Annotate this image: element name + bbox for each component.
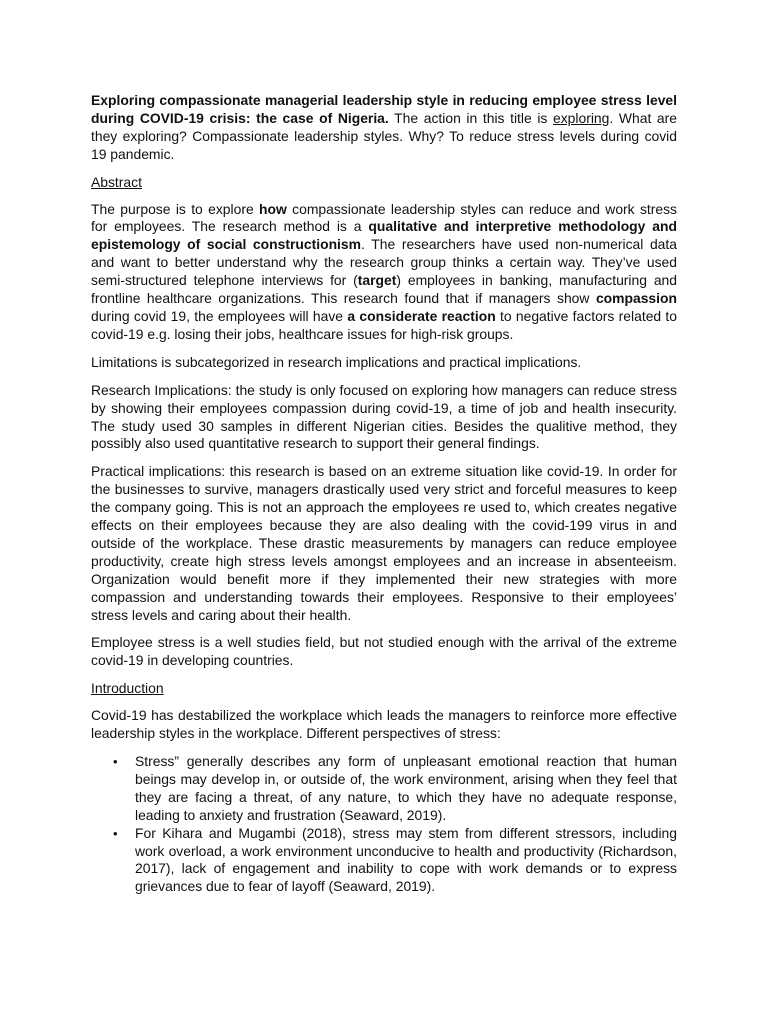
employee-stress-paragraph: Employee stress is a well studies field, but not studied enough with the arrival of the extreme covid-19 in developing countries.: [91, 634, 677, 669]
abstract-text: to negative factors related to covid-19 e.g. losing their jobs, healthcare issues for high-risk groups.: [91, 307, 678, 342]
title-note-text: The action in this title is: [388, 109, 554, 126]
abstract-bold: how: [259, 200, 287, 217]
stress-perspectives-list: [91, 753, 677, 896]
document-title: Exploring compassionate managerial leadership style in reducing employee stress level during COVID-19 crisis: the case of Nigeria.: [91, 92, 677, 126]
list-item-text: Stress” generally describes any form of unpleasant emotional reaction that human beings may develop in, or outside of, the work environment, arising when they feel that they are facing a threat, of any nature, to which they have no adequate response, leading to anxiety and frustration (Seaward, 2019).: [135, 753, 677, 823]
abstract-text: ) employees in banking, manufacturing and frontline healthcare organizations. This research found that if managers show: [91, 272, 677, 307]
abstract-bold: target: [357, 272, 397, 289]
abstract-paragraph: [91, 201, 677, 344]
abstract-bold: compassion: [595, 290, 677, 307]
title-note-underlined: exploring: [553, 109, 610, 126]
research-implications-paragraph: Research Implications: the study is only focused on exploring how managers can reduce stress by showing their employees compassion during covid-19, a time of job and health insecurity. The study used 30 samples in different Nigerian cities. Besides the qualitive method, they possibly also used quantitative research to support their general findings.: [91, 381, 677, 452]
introduction-heading: Introduction: [91, 680, 164, 697]
abstract-heading: Abstract: [91, 173, 142, 190]
title-paragraph: [91, 92, 677, 164]
document-body: [91, 92, 677, 896]
abstract-bold: qualitative and interpretive methodology and epistemology of social constructionism: [91, 218, 677, 253]
list-item: [91, 825, 677, 897]
limitations-paragraph: Limitations is subcategorized in research implications and practical implications.: [91, 353, 582, 370]
practical-implications-paragraph: Practical implications: this research is based on an extreme situation like covid-19. In order for the businesses to survive, managers drastically used very strict and forceful measures to keep the company going. This is not an approach the employees re used to, which creates negative effects on their employees because they are also dealing with the covid-199 virus in and outside of the workplace. These drastic measurements by managers can reduce employee productivity, create high stress levels amongst employees and an increase in absenteeism. Organization would benefit more if they implemented their new strategies with more compassion and understanding towards their employees. Responsive to their employees’ stress levels and caring about their health.: [91, 463, 677, 623]
abstract-text: The purpose is to explore: [91, 200, 260, 217]
list-item-text: For Kihara and Mugambi (2018), stress may stem from different stressors, including work overload, a work environment unconducive to health and productivity (Richardson, 2017), lack of engagement and inability to cope with work demands or to express grievances due to fear of layoff (Seaward, 2019).: [135, 824, 677, 895]
title-note-text-end: . What are they exploring? Compassionate leadership styles. Why? To reduce stress levels during covid 19 pandemic.: [91, 109, 678, 162]
bullet-icon: •: [113, 825, 118, 841]
list-item: [91, 753, 677, 825]
abstract-text: . The researchers have used non-numerical data and want to better understand why the research group thinks a certain way. They’ve used semi-structured telephone interviews for (: [91, 236, 677, 289]
abstract-text: compassionate leadership styles can reduce and work stress for employees. The research method is a: [91, 200, 678, 235]
introduction-paragraph: Covid-19 has destabilized the workplace which leads the managers to reinforce more effective leadership styles in the workplace. Different perspectives of stress:: [91, 707, 677, 742]
abstract-text: during covid 19, the employees will have: [91, 307, 348, 324]
abstract-bold: a considerate reaction: [347, 307, 496, 324]
bullet-icon: •: [113, 754, 118, 769]
